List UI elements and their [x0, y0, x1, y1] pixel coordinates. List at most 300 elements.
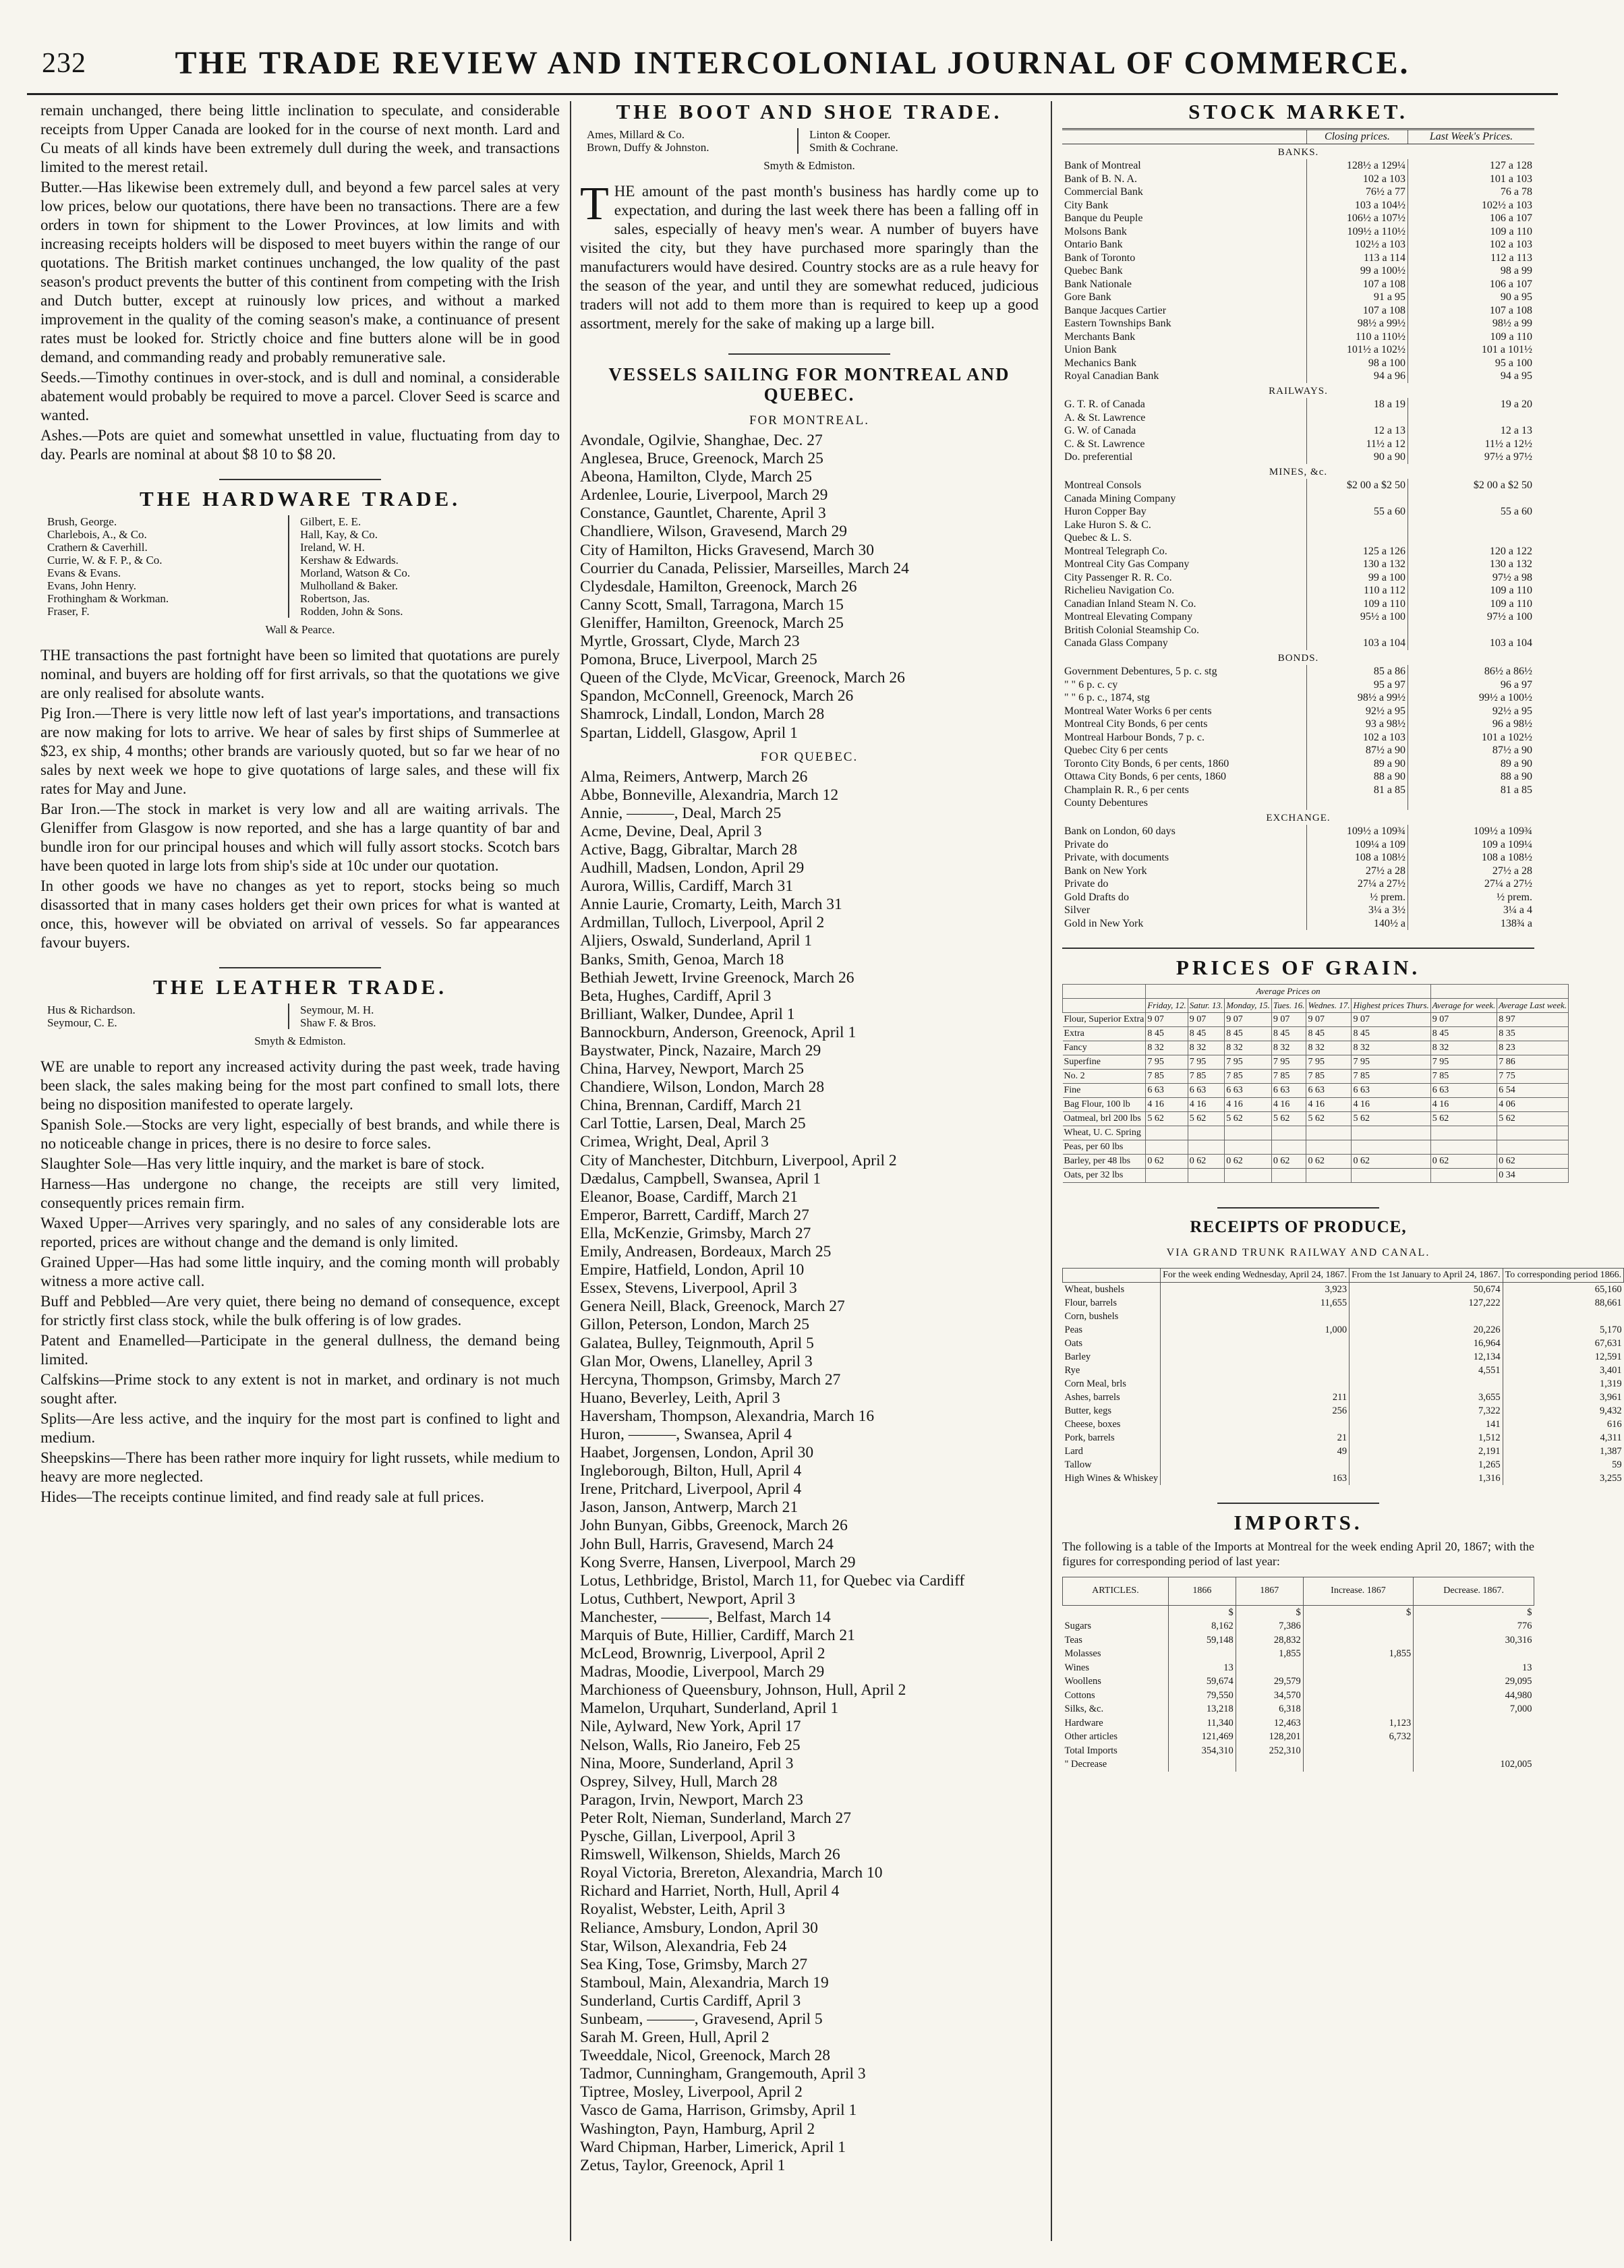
stock-row	[1062, 731, 1534, 745]
grain-price: 0 62	[1146, 1155, 1188, 1169]
grain-price: 0 62	[1352, 1155, 1430, 1169]
stock-name: G. T. R. of Canada	[1064, 399, 1145, 410]
stock-price: 110 a 110½	[1306, 330, 1408, 344]
stock-row	[1062, 584, 1534, 598]
produce-row	[1063, 1323, 1624, 1337]
vessel-entry: Ardenlee, Lourie, Liverpool, March 29	[580, 486, 828, 504]
stock-price: 76½ a 77	[1306, 185, 1408, 199]
produce-value	[1161, 1418, 1350, 1431]
stock-name: Quebec City 6 per cents	[1064, 745, 1168, 756]
stock-name: Lake Huron S. & C.	[1064, 519, 1151, 531]
stock-price: 88 a 90	[1306, 770, 1408, 784]
stock-price: 130 a 132	[1306, 558, 1408, 571]
firm-name: Rodden, John & Sons.	[300, 605, 403, 618]
stock-price: 11½ a 12	[1306, 438, 1408, 451]
stock-row	[1062, 865, 1534, 878]
grain-price	[1430, 1126, 1497, 1140]
produce-row	[1063, 1364, 1624, 1377]
stock-market-title: STOCK MARKET.	[1188, 100, 1408, 123]
vessel-entry: Tiptree, Mosley, Liverpool, April 2	[580, 2083, 803, 2101]
vessel-entry: Essex, Stevens, Liverpool, April 3	[580, 1279, 797, 1298]
grain-price: 6 63	[1430, 1084, 1497, 1098]
stock-name: Bank Nationale	[1064, 278, 1132, 290]
produce-row	[1063, 1404, 1624, 1418]
grain-price	[1146, 1169, 1188, 1183]
stock-group-row	[1062, 464, 1534, 479]
page-number: 232	[42, 48, 86, 79]
grain-price: 0 62	[1225, 1155, 1272, 1169]
grain-price	[1430, 1140, 1497, 1155]
imports-value	[1414, 1730, 1534, 1744]
vessel-entry: Mamelon, Urquhart, Sunderland, April 1	[580, 1699, 839, 1718]
stock-row	[1062, 317, 1534, 330]
stock-row	[1062, 744, 1534, 757]
stock-price: 89 a 90	[1408, 757, 1534, 771]
produce-value: 141	[1350, 1418, 1503, 1431]
stock-group-name: MINES, &c.	[1269, 466, 1328, 477]
imports-value: $	[1303, 1605, 1414, 1619]
vessel-entry: Jason, Janson, Antwerp, March 21	[580, 1499, 799, 1517]
grain-col-header: Monday, 15.	[1225, 999, 1272, 1013]
vessel-entry: City of Manchester, Ditchburn, Liverpool, April 2	[580, 1151, 897, 1169]
vessel-entry: Alma, Reimers, Antwerp, March 26	[580, 767, 808, 786]
stock-price	[1306, 796, 1408, 810]
vessel-entry: Nina, Moore, Sunderland, April 3	[580, 1754, 794, 1772]
produce-value: 1,319	[1503, 1377, 1623, 1391]
produce-value: 50,674	[1350, 1283, 1503, 1297]
firm-name: Morland, Watson & Co.	[300, 566, 411, 579]
page-header	[27, 42, 1558, 89]
grain-price: 0 62	[1430, 1155, 1497, 1169]
stock-name: Montreal Consols	[1064, 479, 1142, 491]
produce-row	[1063, 1391, 1624, 1404]
vessel-entry: Emily, Andreasen, Bordeaux, March 25	[580, 1243, 832, 1261]
stock-price: 3¼ a 4	[1408, 904, 1534, 917]
paragraph: Splits—Are less active, and the inquiry for the most part is confined to light and medium.	[40, 1410, 560, 1446]
produce-value: 1,316	[1350, 1472, 1503, 1485]
stock-row	[1062, 770, 1534, 784]
produce-value: 9,432	[1503, 1404, 1623, 1418]
stock-row	[1062, 252, 1534, 265]
firm-name: Smith & Cochrane.	[809, 141, 898, 154]
stock-price: 107 a 108	[1306, 304, 1408, 318]
vessel-entry: Ella, McKenzie, Grimsby, March 27	[580, 1224, 811, 1242]
stock-col-closing: Closing prices.	[1306, 129, 1408, 144]
grain-row	[1063, 1027, 1569, 1041]
vessel-entry: Aurora, Willis, Cardiff, March 31	[580, 877, 794, 896]
stock-row	[1062, 264, 1534, 278]
vessel-entry: Banks, Smith, Genoa, March 18	[580, 950, 784, 968]
stock-row	[1062, 212, 1534, 225]
stock-row	[1062, 904, 1534, 917]
grain-row	[1063, 1126, 1569, 1140]
stock-name: C. & St. Lawrence	[1064, 438, 1145, 450]
leather-firm-list	[40, 1004, 560, 1029]
stock-name: Montreal Elevating Company	[1064, 611, 1193, 622]
stock-price: 101 a 101½	[1408, 343, 1534, 357]
produce-row	[1063, 1431, 1624, 1445]
stock-price: 102 a 103	[1408, 238, 1534, 252]
stock-row	[1062, 492, 1534, 506]
stock-row	[1062, 825, 1534, 838]
grain-price	[1146, 1140, 1188, 1155]
grain-name: Fine	[1063, 1084, 1146, 1098]
grain-price: 6 63	[1306, 1084, 1352, 1098]
vessel-entry: John Bunyan, Gibbs, Greenock, March 26	[580, 1517, 848, 1535]
grain-price: 7 85	[1188, 1070, 1224, 1084]
stock-row	[1062, 678, 1534, 692]
produce-value: 2,191	[1350, 1445, 1503, 1458]
produce-value: 5,170	[1503, 1323, 1623, 1337]
imports-value	[1236, 1757, 1303, 1772]
grain-price: 8 23	[1497, 1041, 1569, 1055]
stock-price: 99 a 100	[1306, 571, 1408, 585]
stock-row	[1062, 173, 1534, 186]
imports-value	[1303, 1744, 1414, 1758]
imports-col-header: Decrease. 1867.	[1414, 1577, 1534, 1606]
produce-value: 59	[1503, 1458, 1623, 1472]
quebec-vessel-list	[580, 768, 1039, 2175]
grain-price: 8 45	[1225, 1027, 1272, 1041]
grain-price: 0 62	[1497, 1155, 1569, 1169]
stock-name: Montreal Harbour Bonds, 7 p. c.	[1064, 731, 1205, 743]
leather-firm-last: Smyth & Edmiston.	[254, 1035, 346, 1047]
produce-value: 16,964	[1350, 1337, 1503, 1350]
stock-price: 76 a 78	[1408, 185, 1534, 199]
stock-name: Royal Canadian Bank	[1064, 370, 1159, 382]
stock-price: 125 a 126	[1306, 545, 1408, 558]
vessel-entry: Abbe, Bonneville, Alexandria, March 12	[580, 786, 839, 804]
vessel-entry: Genera Neill, Black, Greenock, March 27	[580, 1298, 845, 1316]
grain-price: 4 16	[1306, 1098, 1352, 1112]
grain-price: 6 63	[1146, 1084, 1188, 1098]
vessel-entry: Madras, Moodie, Liverpool, March 29	[580, 1663, 825, 1681]
stock-row	[1062, 159, 1534, 173]
vessel-entry: John Bull, Harris, Gravesend, March 24	[580, 1535, 834, 1553]
stock-price: 55 a 60	[1408, 505, 1534, 519]
firm-name: Kershaw & Edwards.	[300, 554, 399, 566]
header-rule	[27, 93, 1558, 95]
grain-price: 8 45	[1271, 1027, 1306, 1041]
vessel-entry: Richard and Harriet, North, Hull, April 4	[580, 1882, 840, 1900]
stock-price: 127 a 128	[1408, 159, 1534, 173]
imports-name: Silks, &c.	[1064, 1704, 1104, 1714]
stock-price: 95 a 97	[1306, 678, 1408, 692]
stock-row	[1062, 718, 1534, 731]
vessel-entry: Gillon, Peterson, London, March 25	[580, 1316, 810, 1334]
stock-name: Private do	[1064, 878, 1109, 890]
imports-row	[1063, 1716, 1534, 1731]
stock-row	[1062, 571, 1534, 585]
imports-value: 30,316	[1414, 1633, 1534, 1648]
vessel-entry: Beta, Hughes, Cardiff, April 3	[580, 987, 772, 1005]
stock-row	[1062, 838, 1534, 852]
paragraph: In other goods we have no changes as yet to report, stocks being so much disassorted that in many cases holders get their own prices for what is wanted at once, this, however will be obviated on arrival of vessels. So far appearances favour buyers.	[40, 877, 560, 951]
column-divider	[570, 101, 571, 2241]
imports-value: 1,123	[1303, 1716, 1414, 1731]
stock-price: 94 a 96	[1306, 370, 1408, 383]
produce-row	[1063, 1283, 1624, 1297]
firm-name: Mulholland & Baker.	[300, 579, 398, 592]
vessel-entry: Chandliere, Wilson, Gravesend, March 29	[580, 523, 848, 541]
produce-col-header: From the 1st January to April 24, 1867.	[1350, 1269, 1503, 1283]
produce-name: Rye	[1064, 1365, 1080, 1376]
boot-shoe-firm-list	[580, 128, 1039, 154]
stock-name: Bank of Montreal	[1064, 160, 1141, 171]
stock-name: Montreal Telegraph Co.	[1064, 545, 1167, 557]
produce-value: 163	[1161, 1472, 1350, 1485]
stock-price: 91 a 95	[1306, 291, 1408, 304]
grain-price: 8 45	[1188, 1027, 1224, 1041]
grain-price: 8 32	[1352, 1041, 1430, 1055]
produce-col-header: To corresponding period 1866.	[1503, 1269, 1623, 1283]
hardware-firm-last: Wall & Pearce.	[265, 623, 335, 636]
vessel-entry: Active, Bagg, Gibraltar, March 28	[580, 840, 798, 859]
produce-value	[1503, 1310, 1623, 1323]
stock-row	[1062, 757, 1534, 771]
grain-price	[1188, 1126, 1224, 1140]
imports-value	[1303, 1702, 1414, 1716]
firm-name: Hall, Kay, & Co.	[300, 528, 378, 541]
stock-row	[1062, 891, 1534, 904]
stock-price: 113 a 114	[1306, 252, 1408, 265]
stock-price	[1306, 411, 1408, 425]
stock-row	[1062, 665, 1534, 678]
grain-price: 9 07	[1225, 1013, 1272, 1027]
stock-row	[1062, 278, 1534, 291]
stock-name: Private, with documents	[1064, 852, 1169, 863]
stock-price: 103 a 104½	[1306, 199, 1408, 212]
stock-price: 96 a 97	[1408, 678, 1534, 692]
firm-name: Evans, John Henry.	[47, 579, 289, 592]
stock-price: 128½ a 129¼	[1306, 159, 1408, 173]
firm-name: Charlebois, A., & Co.	[47, 528, 289, 541]
stock-price	[1408, 796, 1534, 810]
vessel-entry: Spartan, Liddell, Glasgow, April 1	[580, 724, 798, 742]
vessel-entry: Gleniffer, Hamilton, Greenock, March 25	[580, 614, 844, 632]
stock-name: Gore Bank	[1064, 291, 1111, 303]
boot-shoe-firm-last: Smyth & Edmiston.	[763, 159, 855, 172]
stock-price: 11½ a 12½	[1408, 438, 1534, 451]
grain-row	[1063, 1070, 1569, 1084]
montreal-heading: FOR MONTREAL.	[749, 413, 869, 428]
grain-price: 7 95	[1188, 1055, 1224, 1070]
produce-value	[1161, 1337, 1350, 1350]
imports-title: IMPORTS.	[1234, 1511, 1363, 1534]
stock-row	[1062, 291, 1534, 304]
grain-name: No. 2	[1063, 1070, 1146, 1084]
vessel-entry: Ward Chipman, Harber, Limerick, April 1	[580, 2138, 846, 2156]
grain-price: 7 86	[1497, 1055, 1569, 1070]
grain-price	[1306, 1126, 1352, 1140]
imports-row	[1063, 1647, 1534, 1661]
stock-row	[1062, 519, 1534, 532]
imports-col-header: Increase. 1867	[1303, 1577, 1414, 1606]
produce-name: Tallow	[1064, 1459, 1092, 1470]
produce-value	[1161, 1377, 1350, 1391]
stock-price: 94 a 95	[1408, 370, 1534, 383]
produce-value: 1,387	[1503, 1445, 1623, 1458]
vessel-entry: Royal Victoria, Brereton, Alexandria, March 10	[580, 1864, 883, 1882]
imports-row	[1063, 1702, 1534, 1716]
stock-name: Bank on New York	[1064, 865, 1147, 877]
paragraph: Slaughter Sole—Has very little inquiry, and the market is bare of stock.	[40, 1155, 485, 1172]
grain-price: 7 85	[1352, 1070, 1430, 1084]
imports-value	[1303, 1757, 1414, 1772]
stock-price: 18 a 19	[1306, 398, 1408, 411]
imports-col-header: 1867	[1236, 1577, 1303, 1606]
grain-price: 8 32	[1271, 1041, 1306, 1055]
vessel-entry: Galatea, Bulley, Teignmouth, April 5	[580, 1334, 814, 1352]
stock-price: 86½ a 86½	[1408, 665, 1534, 678]
vessel-entry: Anglesea, Bruce, Greenock, March 25	[580, 450, 823, 468]
stock-row	[1062, 917, 1534, 931]
imports-col-header: ARTICLES.	[1063, 1577, 1169, 1606]
produce-name: Corn, bushels	[1064, 1311, 1119, 1322]
imports-name: Wines	[1064, 1662, 1089, 1673]
stock-price: 27½ a 28	[1408, 865, 1534, 878]
stock-name: Gold in New York	[1064, 917, 1144, 929]
imports-name: Woollens	[1064, 1676, 1101, 1687]
firm-name: Brown, Duffy & Johnston.	[587, 141, 799, 154]
vessel-entry: Ingleborough, Bilton, Hull, April 4	[580, 1462, 802, 1480]
produce-value	[1161, 1310, 1350, 1323]
grain-group-header: Average Prices on	[1146, 985, 1430, 999]
stock-price: 109 a 110	[1408, 225, 1534, 239]
stock-price: 98½ a 99½	[1306, 317, 1408, 330]
imports-value: 34,570	[1236, 1689, 1303, 1703]
stock-row	[1062, 438, 1534, 451]
vessel-entry: Sarah M. Green, Hull, April 2	[580, 2029, 770, 2047]
produce-value: 21	[1161, 1431, 1350, 1445]
grain-price: 7 95	[1430, 1055, 1497, 1070]
stock-name: Canada Glass Company	[1064, 637, 1168, 649]
produce-row	[1063, 1337, 1624, 1350]
produce-value: 3,923	[1161, 1283, 1350, 1297]
grain-price: 5 62	[1225, 1112, 1272, 1126]
grain-row	[1063, 1013, 1569, 1027]
firm-name: Evans & Evans.	[47, 566, 289, 579]
grain-price: 7 85	[1306, 1070, 1352, 1084]
imports-value	[1303, 1633, 1414, 1648]
imports-value: 59,148	[1168, 1633, 1236, 1648]
imports-value: 776	[1414, 1619, 1534, 1633]
vessel-entry: Avondale, Ogilvie, Shanghae, Dec. 27	[580, 432, 823, 449]
produce-value	[1161, 1458, 1350, 1472]
stock-price: 99½ a 100½	[1408, 691, 1534, 705]
stock-price: 27¼ a 27½	[1306, 877, 1408, 891]
imports-value: 128,201	[1236, 1730, 1303, 1744]
vessel-entry: Baystwater, Pinck, Nazaire, March 29	[580, 1042, 821, 1059]
stock-price: 98½ a 99	[1408, 317, 1534, 330]
produce-value: 7,322	[1350, 1404, 1503, 1418]
stock-name: Champlain R. R., 6 per cents	[1064, 784, 1189, 796]
vessel-entry: Nelson, Walls, Rio Janeiro, Feb 25	[580, 1736, 801, 1754]
produce-name: Flour, barrels	[1064, 1298, 1118, 1308]
stock-price	[1408, 519, 1534, 532]
firm-name: Shaw F. & Bros.	[300, 1016, 376, 1029]
firm-name: Linton & Cooper.	[809, 128, 891, 141]
stock-row	[1062, 304, 1534, 318]
grain-price: 0 62	[1188, 1155, 1224, 1169]
stock-row	[1062, 796, 1534, 810]
grain-price	[1146, 1126, 1188, 1140]
grain-price: 5 62	[1188, 1112, 1224, 1126]
imports-value: 6,318	[1236, 1702, 1303, 1716]
grain-row	[1063, 1155, 1569, 1169]
imports-value: 13	[1414, 1661, 1534, 1675]
paragraph: remain unchanged, there being little inclination to speculate, and considerable receipts from Upper Canada are looked for in the course of next month. Lard and Cu meats of all kinds have been extremely dull during the week, and transactions limited to the merest retail.	[40, 102, 560, 175]
grain-col-header: Average Last week.	[1497, 999, 1569, 1013]
produce-value: 12,134	[1350, 1350, 1503, 1364]
grain-price	[1225, 1140, 1272, 1155]
grain-price	[1497, 1140, 1569, 1155]
stock-price: 109 a 110	[1408, 598, 1534, 611]
section-rule	[219, 479, 381, 480]
imports-row	[1063, 1619, 1534, 1633]
stock-row	[1062, 479, 1534, 492]
grain-price: 7 85	[1146, 1070, 1188, 1084]
imports-value: 29,579	[1236, 1675, 1303, 1689]
stock-price: 107 a 108	[1306, 278, 1408, 291]
grain-price: 8 32	[1306, 1041, 1352, 1055]
grain-col-header: Average for week.	[1430, 999, 1497, 1013]
firm-name: Brush, George.	[47, 515, 289, 528]
grain-price: 6 63	[1225, 1084, 1272, 1098]
produce-row	[1063, 1458, 1624, 1472]
stock-name: Bank on London, 60 days	[1064, 825, 1176, 837]
imports-value	[1168, 1647, 1236, 1661]
stock-price: 130 a 132	[1408, 558, 1534, 571]
stock-price: 95 a 100	[1408, 357, 1534, 370]
vessel-entry: Washington, Payn, Hamburg, April 2	[580, 2120, 815, 2138]
grain-price: 7 85	[1271, 1070, 1306, 1084]
grain-price	[1271, 1126, 1306, 1140]
grain-price: 8 97	[1497, 1013, 1569, 1027]
vessel-entry: Paragon, Irvin, Newport, March 23	[580, 1791, 803, 1809]
stock-price: 109 a 110	[1408, 584, 1534, 598]
produce-value: 88,661	[1503, 1296, 1623, 1310]
imports-row	[1063, 1730, 1534, 1744]
vessel-entry: Haabet, Jorgensen, London, April 30	[580, 1444, 814, 1462]
grain-row	[1063, 1084, 1569, 1098]
stock-price: 81 a 85	[1306, 784, 1408, 797]
imports-value: 29,095	[1414, 1675, 1534, 1689]
grain-price: 8 35	[1497, 1027, 1569, 1041]
stock-group-name: BONDS.	[1277, 652, 1319, 664]
vessels-title: VESSELS SAILING FOR MONTREAL AND QUEBEC.	[608, 364, 1010, 405]
imports-value: 79,550	[1168, 1689, 1236, 1703]
vessel-entry: Lotus, Lethbridge, Bristol, March 11, for Quebec via Cardiff	[580, 1571, 965, 1590]
grain-price: 7 85	[1430, 1070, 1497, 1084]
imports-value	[1236, 1661, 1303, 1675]
grain-price: 5 62	[1146, 1112, 1188, 1126]
imports-value	[1414, 1744, 1534, 1758]
stock-price: 12 a 13	[1306, 424, 1408, 438]
paragraph: Calfskins—Prime stock to any extent is not in market, and ordinary is not much sought after.	[40, 1371, 560, 1407]
stock-row	[1062, 558, 1534, 571]
vessel-entry: City of Hamilton, Hicks Gravesend, March 30	[580, 541, 874, 559]
stock-price: 97½ a 98	[1408, 571, 1534, 585]
stock-group-name: EXCHANGE.	[1266, 812, 1331, 823]
grain-price: 7 95	[1306, 1055, 1352, 1070]
grain-price: 8 32	[1225, 1041, 1272, 1055]
paragraph: Patent and Enamelled—Participate in the general dullness, the demand being limited.	[40, 1332, 560, 1368]
stock-price: 88 a 90	[1408, 770, 1534, 784]
produce-value	[1161, 1364, 1350, 1377]
grain-price: 5 62	[1271, 1112, 1306, 1126]
stock-price	[1306, 624, 1408, 637]
